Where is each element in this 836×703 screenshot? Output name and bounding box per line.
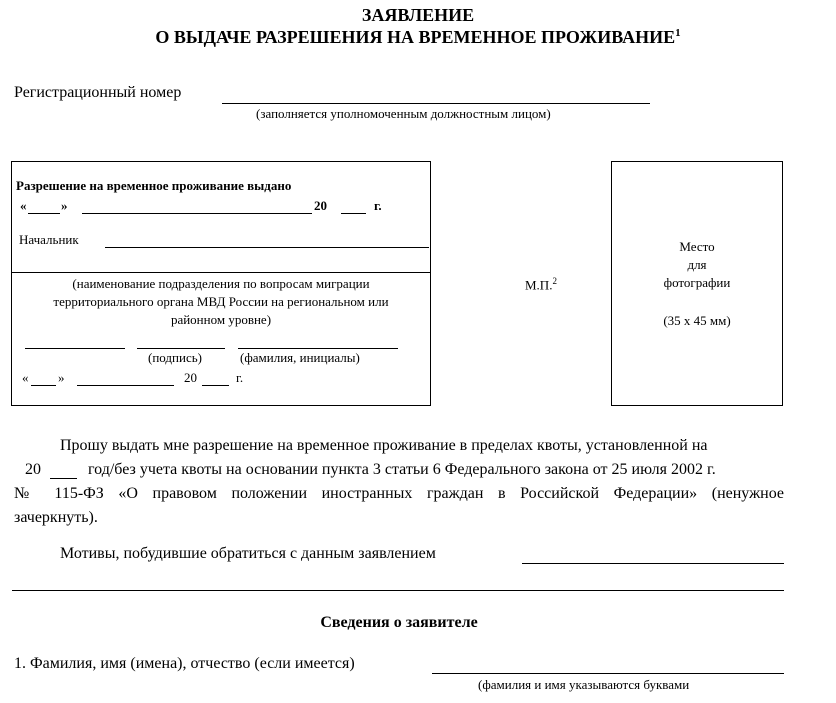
registration-number-hint: (заполняется уполномоченным должностным лицом) [256, 106, 551, 121]
request-line1: Прошу выдать мне разрешение на временное проживание в пределах квоты, установленной на [60, 437, 708, 454]
chief-label: Начальник [19, 232, 79, 247]
request-line3: № 115-ФЗ «О правовом положении иностранных граждан в Российской Федерации» (ненужное [14, 485, 784, 502]
name-initials-field[interactable] [238, 348, 398, 349]
name-initials-hint: (фамилия, инициалы) [240, 350, 360, 365]
second-date-open-quote: « [22, 370, 29, 385]
signature-hint: (подпись) [148, 350, 202, 365]
footnote-mark-1: 1 [675, 27, 681, 39]
permit-day-field[interactable] [28, 213, 60, 214]
document-title-line2 [0, 24, 836, 46]
department-hint-line2: территориального органа МВД России на региональном или [53, 294, 389, 309]
document-title-line1: ЗАЯВЛЕНИЕ [361, 5, 475, 25]
permit-issued-heading: Разрешение на временное проживание выдано [16, 178, 292, 193]
request-line2: год/без учета квоты на основании пункта 3 статьи 6 Федерального закона от 25 июля 2002 г. [88, 461, 716, 478]
photo-line3: фотографии [663, 275, 731, 290]
registration-number-label: Регистрационный номер [14, 84, 182, 101]
second-date-close-quote: » [58, 370, 65, 385]
department-hint-line1: (наименование подразделения по вопросам миграции [72, 276, 370, 291]
motives-field[interactable] [522, 563, 784, 564]
full-name-label: 1. Фамилия, имя (имена), отчество (если имеется) [14, 655, 355, 672]
permit-year-field[interactable] [341, 213, 366, 214]
second-year-suffix: г. [236, 370, 244, 385]
second-year-field[interactable] [202, 385, 229, 386]
photo-size: (35 x 45 мм) [663, 313, 731, 328]
second-year-prefix: 20 [184, 370, 197, 385]
permit-date-close-quote: » [61, 198, 68, 213]
document-title-text: О ВЫДАЧЕ РАЗРЕШЕНИЯ НА ВРЕМЕННОЕ ПРОЖИВАНИЕ [155, 27, 676, 47]
motives-field-continued[interactable] [12, 590, 784, 591]
motives-label: Мотивы, побудившие обратиться с данным заявлением [60, 545, 436, 562]
second-month-field[interactable] [77, 385, 174, 386]
full-name-hint: (фамилия и имя указываются буквами [478, 677, 690, 692]
stamp-text: М.П. [525, 277, 553, 293]
footnote-mark-2: 2 [552, 276, 557, 286]
chief-field[interactable] [105, 247, 429, 248]
permit-month-field[interactable] [82, 213, 312, 214]
request-line4: зачеркнуть). [14, 509, 98, 526]
registration-number-field[interactable] [222, 103, 650, 104]
blank-field[interactable] [25, 348, 125, 349]
permit-date-open-quote: « [20, 198, 27, 213]
request-year-prefix: 20 [25, 461, 41, 478]
permit-year-suffix: г. [374, 198, 382, 213]
permit-year-prefix: 20 [314, 198, 327, 213]
department-hint-line3: районном уровне) [170, 312, 272, 327]
photo-line2: для [687, 257, 707, 272]
photo-line1: Место [679, 239, 715, 254]
request-year-field[interactable] [50, 478, 77, 479]
second-day-field[interactable] [31, 385, 56, 386]
stamp-label [525, 276, 557, 293]
permit-box-divider [11, 272, 431, 273]
full-name-field[interactable] [432, 673, 784, 674]
signature-field[interactable] [137, 348, 225, 349]
applicant-section-heading: Сведения о заявителе [320, 614, 478, 631]
